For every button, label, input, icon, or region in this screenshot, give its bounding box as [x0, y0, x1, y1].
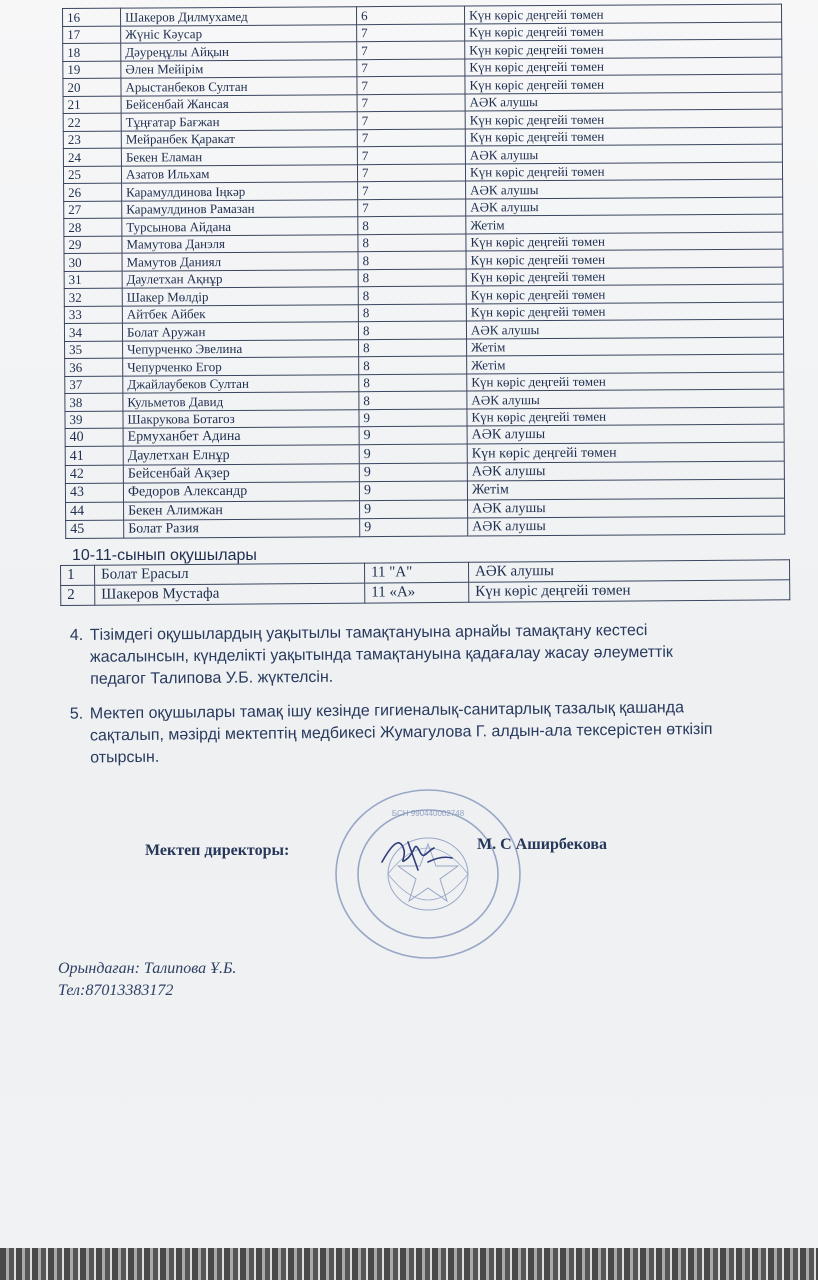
student-grade: 7: [357, 111, 465, 129]
student-name: Жүніс Кәусар: [121, 24, 357, 43]
row-number: 21: [63, 96, 121, 114]
student-status: Күн көріс деңгейі төмен: [466, 267, 783, 286]
student-grade: 6: [356, 6, 464, 24]
row-number: 25: [63, 166, 121, 184]
student-status: АӘК алушы: [467, 424, 784, 444]
student-status: Жетім: [467, 354, 784, 373]
paragraph-line: жасалынсын, күнделікті уақытында тамақтануына қадағалау жасау әлеуметтік: [89, 643, 673, 666]
director-name: М. С Аширбекова: [477, 836, 607, 853]
student-status: АӘК алушы: [468, 560, 789, 583]
senior-section-caption: 10-11-сынып оқушылары: [72, 547, 257, 564]
students-table-body: [63, 4, 785, 539]
table-row: [66, 516, 785, 539]
student-status: Күн көріс деңгейі төмен: [465, 39, 782, 58]
student-name: Турсынова Айдана: [122, 217, 358, 236]
student-name: Мамутов Даниял: [122, 252, 358, 271]
row-number: 18: [63, 43, 121, 61]
student-status: Күн көріс деңгейі төмен: [467, 372, 784, 391]
student-name: Шакер Мөлдір: [122, 287, 358, 306]
paragraph-number: 4.: [69, 626, 84, 645]
student-status: Күн көріс деңгейі төмен: [465, 109, 782, 128]
student-status: АӘК алушы: [468, 498, 785, 518]
row-number: 28: [64, 218, 122, 236]
row-number: 19: [63, 61, 121, 79]
row-number: 41: [65, 447, 123, 466]
row-number: 39: [65, 411, 123, 429]
student-status: Күн көріс деңгейі төмен: [465, 57, 782, 76]
student-grade: 9: [360, 518, 468, 537]
student-grade: 9: [359, 463, 467, 482]
student-grade: 9: [360, 500, 468, 519]
row-number: 26: [64, 183, 122, 201]
student-grade: 8: [358, 304, 466, 322]
student-grade: 8: [359, 391, 467, 409]
student-status: Күн көріс деңгейі төмен: [466, 284, 783, 303]
student-status: Күн көріс деңгейі төмен: [465, 162, 782, 181]
row-number: 24: [63, 148, 121, 166]
student-status: Жетім: [467, 479, 784, 499]
student-grade: 9: [359, 481, 467, 500]
student-status: Күн көріс деңгейі төмен: [464, 4, 781, 23]
row-number: 20: [63, 78, 121, 96]
row-number: 44: [66, 502, 124, 521]
student-grade: 8: [358, 321, 466, 339]
student-name: Болат Ерасыл: [95, 563, 365, 585]
student-grade: 7: [358, 181, 466, 199]
student-status: АӘК алушы: [468, 516, 785, 536]
student-grade: 7: [357, 146, 465, 164]
row-number: 33: [64, 306, 122, 324]
student-name: Шакеров Дилмухамед: [121, 7, 357, 26]
paragraph-number: 5.: [69, 705, 84, 723]
row-number: 16: [63, 8, 121, 26]
row-number: 32: [64, 288, 122, 306]
student-status: Күн көріс деңгейі төмен: [466, 232, 783, 251]
student-name: Болат Аружан: [122, 322, 358, 341]
student-grade: 8: [358, 251, 466, 269]
student-grade: 8: [359, 356, 467, 374]
row-number: 43: [65, 483, 123, 502]
student-grade: 7: [358, 199, 466, 217]
senior-students-table: [60, 559, 790, 606]
student-name: Карамулдинов Рамазан: [122, 199, 358, 218]
row-number: 45: [66, 520, 124, 539]
paragraph-4: [70, 619, 771, 691]
row-number: 22: [63, 113, 121, 131]
paragraph-line: педагог Талипова У.Б. жүктелсін.: [90, 668, 334, 688]
student-grade: 11 "А": [364, 562, 468, 583]
student-name: Чепурченко Егор: [123, 357, 359, 376]
student-name: Мамутова Данэля: [122, 234, 358, 253]
row-number: 35: [65, 341, 123, 359]
student-status: Күн көріс деңгейі төмен: [466, 302, 783, 321]
student-name: Джайлаубеков Султан: [123, 374, 359, 393]
student-status: Күн көріс деңгейі төмен: [465, 22, 782, 41]
executor-info: [58, 958, 236, 1002]
student-grade: 9: [359, 426, 467, 445]
student-grade: 7: [357, 24, 465, 42]
student-name: Тұңғатар Бағжан: [121, 112, 357, 131]
student-name: Карамулдинова Іңкәр: [122, 182, 358, 201]
student-status: АӘК алушы: [466, 319, 783, 338]
student-grade: 9: [359, 409, 467, 427]
student-grade: 7: [357, 94, 465, 112]
student-status: АӘК алушы: [465, 92, 782, 111]
student-status: АӘК алушы: [467, 389, 784, 408]
row-number: 34: [64, 323, 122, 341]
row-number: 38: [65, 393, 123, 411]
student-name: Азатов Ильхам: [121, 164, 357, 183]
student-name: Дәуреңұлы Айқын: [121, 42, 357, 61]
student-name: Бейсенбай Жансая: [121, 94, 357, 113]
row-number: 17: [63, 26, 121, 44]
student-name: Чепурченко Эвелина: [123, 339, 359, 358]
row-number: 2: [61, 585, 95, 605]
executor-phone: Тел:87013383172: [58, 982, 174, 999]
student-status: Күн көріс деңгейі төмен: [465, 127, 782, 146]
student-status: АӘК алушы: [467, 461, 784, 481]
student-name: Арыстанбеков Султан: [121, 77, 357, 96]
student-grade: 8: [358, 216, 466, 234]
student-grade: 11 «А»: [365, 582, 469, 603]
bottom-edge-strip: [0, 1248, 818, 1280]
student-status: Жетім: [466, 214, 783, 233]
student-status: Жетім: [467, 337, 784, 356]
student-grade: 8: [358, 269, 466, 287]
student-status: Күн көріс деңгейі төмен: [467, 442, 784, 462]
row-number: 36: [65, 358, 123, 376]
student-name: Болат Разия: [124, 519, 360, 539]
student-name: Мейранбек Қаракат: [121, 129, 357, 148]
student-name: Шакеров Мустафа: [95, 583, 365, 605]
student-name: Федоров Александр: [123, 482, 359, 502]
student-status: АӘК алушы: [466, 179, 783, 198]
paragraph-line: сақталып, мәзірді мектептің медбикесі Жумагулова Г. алдын-ала тексерістен өткізіп: [89, 720, 713, 745]
row-number: 29: [64, 236, 122, 254]
paragraph-5: [70, 696, 771, 769]
executor-name: Орындаған: Талипова Ұ.Б.: [58, 960, 237, 977]
student-name: Даулетхан Ақнұр: [122, 269, 358, 288]
student-name: Бекен Алимжан: [124, 500, 360, 520]
row-number: 40: [65, 428, 123, 447]
student-status: АӘК алушы: [465, 144, 782, 163]
student-grade: 8: [359, 374, 467, 392]
seal-text: БСН 990440002748: [391, 809, 465, 818]
students-table: [62, 4, 785, 540]
student-grade: 7: [357, 41, 465, 59]
signature-icon: [378, 822, 458, 878]
student-status: Күн көріс деңгейі төмен: [469, 580, 790, 603]
row-number: 30: [64, 253, 122, 271]
student-grade: 7: [357, 59, 465, 77]
student-name: Әлен Мейірім: [121, 59, 357, 78]
row-number: 42: [65, 465, 123, 484]
student-grade: 8: [359, 339, 467, 357]
paragraph-line: Мектеп оқушылары тамақ ішу кезінде гигиеналық-санитарлық тазалық қашанда: [89, 699, 685, 723]
student-grade: 7: [357, 76, 465, 94]
paragraph-line: отырсын.: [90, 748, 160, 767]
student-name: Кульметов Давид: [123, 392, 359, 411]
paragraph-line: Тізімдегі оқушылардың уақытылы тамақтануына арнайы тамақтану кестесі: [89, 622, 648, 644]
row-number: 23: [63, 131, 121, 149]
student-grade: 7: [357, 164, 465, 182]
row-number: 31: [64, 271, 122, 289]
row-number: 1: [61, 565, 95, 585]
student-status: Күн көріс деңгейі төмен: [467, 407, 784, 426]
student-name: Даулетхан Елнұр: [123, 445, 359, 465]
director-title: Мектеп директоры:: [145, 842, 290, 859]
student-status: Күн көріс деңгейі төмен: [466, 249, 783, 268]
student-status: АӘК алушы: [466, 197, 783, 216]
row-number: 37: [65, 376, 123, 394]
row-number: 27: [64, 201, 122, 219]
student-name: Айтбек Айбек: [122, 304, 358, 323]
student-grade: 8: [358, 286, 466, 304]
student-name: Бекен Еламан: [121, 147, 357, 166]
student-name: Бейсенбай Ақзер: [123, 463, 359, 483]
student-grade: 8: [358, 234, 466, 252]
student-name: Шакрукова Ботагоз: [123, 409, 359, 428]
student-grade: 9: [359, 444, 467, 463]
student-name: Ермуханбет Адина: [123, 427, 359, 447]
student-status: Күн көріс деңгейі төмен: [465, 74, 782, 93]
student-grade: 7: [357, 129, 465, 147]
